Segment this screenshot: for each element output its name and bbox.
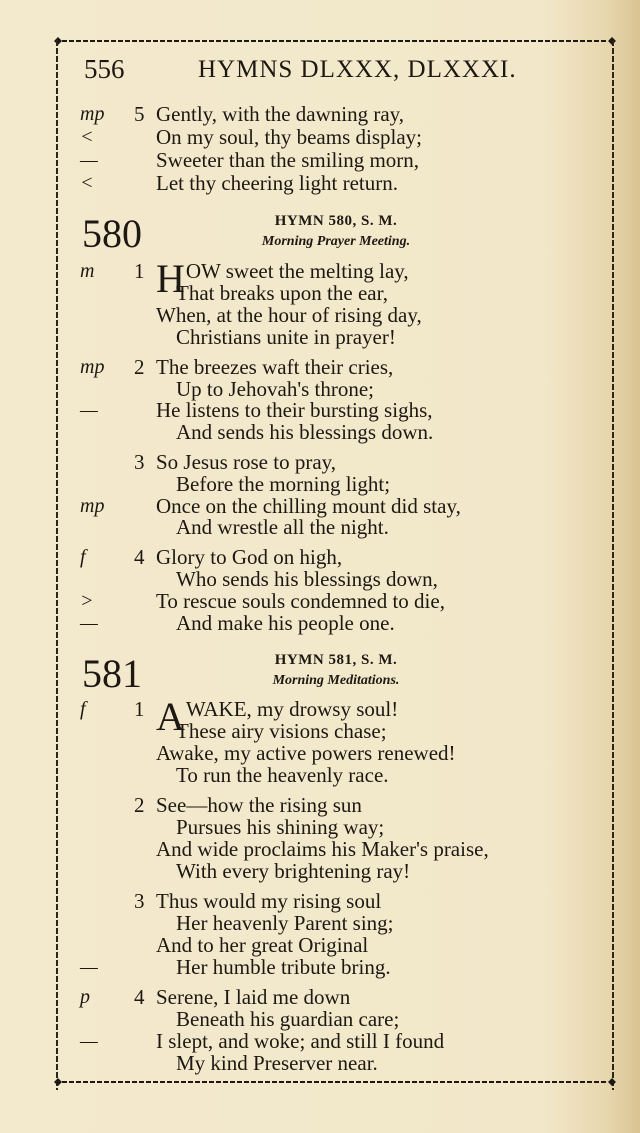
dynamic-mark: m: [80, 260, 95, 282]
verse-line: [0, 859, 640, 883]
verse-text: [156, 398, 433, 422]
verse-line: [0, 515, 640, 539]
verse-text: [156, 985, 350, 1009]
verse-text: [176, 567, 438, 591]
verse-line-text: My kind Preserver near.: [176, 1051, 378, 1075]
running-head: HYMNS DLXXX, DLXXXI.: [198, 56, 517, 83]
verse-line-text: The breezes waft their cries,: [156, 355, 394, 379]
dynamic-mark: >: [80, 590, 94, 612]
verse-text: [176, 515, 389, 539]
dynamic-mark: f: [80, 546, 86, 568]
verse-line: [0, 955, 640, 979]
verse-text: [156, 837, 489, 861]
verse-line-text: Who sends his blessings down,: [176, 567, 438, 591]
verse-line-text: Up to Jehovah's throne;: [176, 377, 375, 401]
verse-line-text: Thus would my rising soul: [156, 889, 382, 913]
verse-line-text: See—how the rising sun: [156, 793, 362, 817]
verse-line-text: And wrestle all the night.: [176, 515, 389, 539]
verse-line: [0, 148, 640, 172]
verse-line: [0, 793, 640, 817]
verse-line: [0, 355, 640, 379]
verse-line: [0, 303, 640, 327]
verse-line-text: And sends his blessings down.: [176, 420, 434, 444]
verse-line: [0, 545, 640, 569]
verse-text: [176, 911, 394, 935]
verse-line: [0, 567, 640, 591]
verse-text: [156, 148, 419, 172]
verse-line: [0, 837, 640, 861]
dynamic-mark: mp: [80, 495, 105, 517]
stanza-number: 1: [134, 259, 145, 283]
drop-capital: A: [156, 694, 185, 739]
dynamic-mark: —: [80, 956, 98, 978]
stanza-number: 2: [134, 355, 145, 379]
verse-text: [156, 933, 368, 957]
verse-text: [156, 741, 456, 765]
verse-line-text: Before the morning light;: [176, 472, 391, 496]
verse-line-text: Pursues his shining way;: [176, 815, 385, 839]
hymn-581-subtitle: Morning Meditations.: [272, 673, 400, 688]
dynamic-mark: —: [80, 149, 98, 171]
verse-line: [0, 1029, 640, 1053]
verse-line-text: Her humble tribute bring.: [176, 955, 391, 979]
hymn-581-number: 581: [82, 651, 142, 696]
verse-text: [176, 719, 387, 743]
verse-text: [156, 1029, 444, 1053]
verse-text: [176, 815, 384, 839]
verse-text: [176, 1051, 378, 1075]
stanza-number: 4: [134, 985, 145, 1009]
verse-line: [0, 398, 640, 422]
stanza-number: 2: [134, 793, 145, 817]
verse-text: [156, 889, 381, 913]
verse-text: [176, 859, 410, 883]
verse-line-text: That breaks upon the ear,: [176, 281, 388, 305]
verse-line: [0, 589, 640, 613]
verse-line-text: Awake, my active powers renewed!: [156, 741, 456, 765]
hymn-580-title: HYMN 580, S. M.: [274, 213, 398, 229]
verse-line: [0, 420, 640, 444]
verse-line: [0, 102, 640, 126]
verse-text: [156, 793, 362, 817]
verse-line: [0, 763, 640, 787]
verse-line-text: On my soul, thy beams display;: [156, 125, 422, 149]
verse-line-text: To rescue souls condemned to die,: [156, 589, 445, 613]
verse-line-text: To run the heavenly race.: [176, 763, 389, 787]
verse-line-text: Gently, with the dawning ray,: [156, 102, 405, 126]
verse-text: [156, 545, 342, 569]
verse-line: [0, 741, 640, 765]
page-header: [84, 54, 600, 84]
dynamic-mark: —: [80, 399, 98, 421]
verse-line-text: WAKE, my drowsy soul!: [185, 697, 399, 721]
dynamic-mark: <: [80, 126, 94, 148]
verse-line-text: Beneath his guardian care;: [176, 1007, 400, 1031]
verse-line-text: Glory to God on high,: [156, 545, 343, 569]
hymn-581-title: HYMN 581, S. M.: [274, 652, 398, 668]
verse-text: [176, 420, 433, 444]
verse-line-text: I slept, and woke; and still I found: [156, 1029, 445, 1053]
verse-line-text: Sweeter than the smiling morn,: [156, 148, 420, 172]
dynamic-mark: —: [80, 1030, 98, 1052]
stanza-number: 4: [134, 545, 145, 569]
top-border-rule: [56, 37, 614, 45]
dynamic-mark: f: [80, 698, 86, 720]
verse-text: [156, 125, 422, 149]
verse-text: [156, 355, 393, 379]
verse-text: [176, 763, 389, 787]
verse-text: [176, 325, 396, 349]
verse-line-text: And to her great Original: [156, 933, 369, 957]
verse-line: [0, 611, 640, 635]
verse-text: [176, 1007, 399, 1031]
verse-line-text: OW sweet the melting lay,: [185, 259, 409, 283]
verse-text: [176, 955, 391, 979]
hymn-580-subtitle: Morning Prayer Meeting.: [261, 234, 411, 249]
verse-line-text: He listens to their bursting sighs,: [156, 398, 433, 422]
verse-line: [0, 933, 640, 957]
verse-text: [156, 171, 398, 195]
verse-line-text: Christians unite in prayer!: [176, 325, 396, 349]
verse-line: [0, 815, 640, 839]
dynamic-mark: <: [80, 172, 94, 194]
verse-line: [0, 472, 640, 496]
verse-text: [176, 472, 390, 496]
stanza-number: 1: [134, 697, 145, 721]
verse-line-text: Let thy cheering light return.: [156, 171, 399, 195]
hymn-580-number: 580: [82, 211, 142, 256]
dynamic-mark: mp: [80, 356, 105, 378]
verse-line: [0, 889, 640, 913]
dynamic-mark: p: [80, 986, 90, 1008]
verse-line: [0, 719, 640, 743]
verse-line: [0, 171, 640, 195]
verse-text: [156, 589, 445, 613]
verse-line: [0, 1007, 640, 1031]
stanza-number: 3: [134, 889, 145, 913]
verse-line: [0, 985, 640, 1009]
verse-text: [156, 102, 404, 126]
verse-line-text: Once on the chilling mount did stay,: [156, 494, 461, 518]
page-number: 556: [84, 54, 125, 84]
verse-text: [156, 450, 336, 474]
verse-line-text: And make his people one.: [176, 611, 395, 635]
verse-text: [156, 303, 422, 327]
dynamic-mark: mp: [80, 103, 105, 125]
verse-line: [0, 911, 640, 935]
verse-text: [176, 611, 395, 635]
bottom-border-rule: [56, 1078, 614, 1086]
verse-text: [176, 281, 388, 305]
verse-line: [0, 325, 640, 349]
verse-line-text: So Jesus rose to pray,: [156, 450, 337, 474]
verse-line: [0, 281, 640, 305]
verse-line: [0, 1051, 640, 1075]
verse-line: [0, 450, 640, 474]
verse-line: [0, 125, 640, 149]
verse-line-text: And wide proclaims his Maker's praise,: [156, 837, 489, 861]
drop-capital: H: [156, 256, 185, 301]
verse-line-text: With every brightening ray!: [176, 859, 411, 883]
stanza-number: 5: [134, 102, 145, 126]
verse-line-text: Serene, I laid me down: [156, 985, 351, 1009]
verse-line-text: These airy visions chase;: [176, 719, 387, 743]
dynamic-mark: —: [80, 612, 98, 634]
verse-line-text: Her heavenly Parent sing;: [176, 911, 394, 935]
stanza-number: 3: [134, 450, 145, 474]
verse-line-text: When, at the hour of rising day,: [156, 303, 422, 327]
